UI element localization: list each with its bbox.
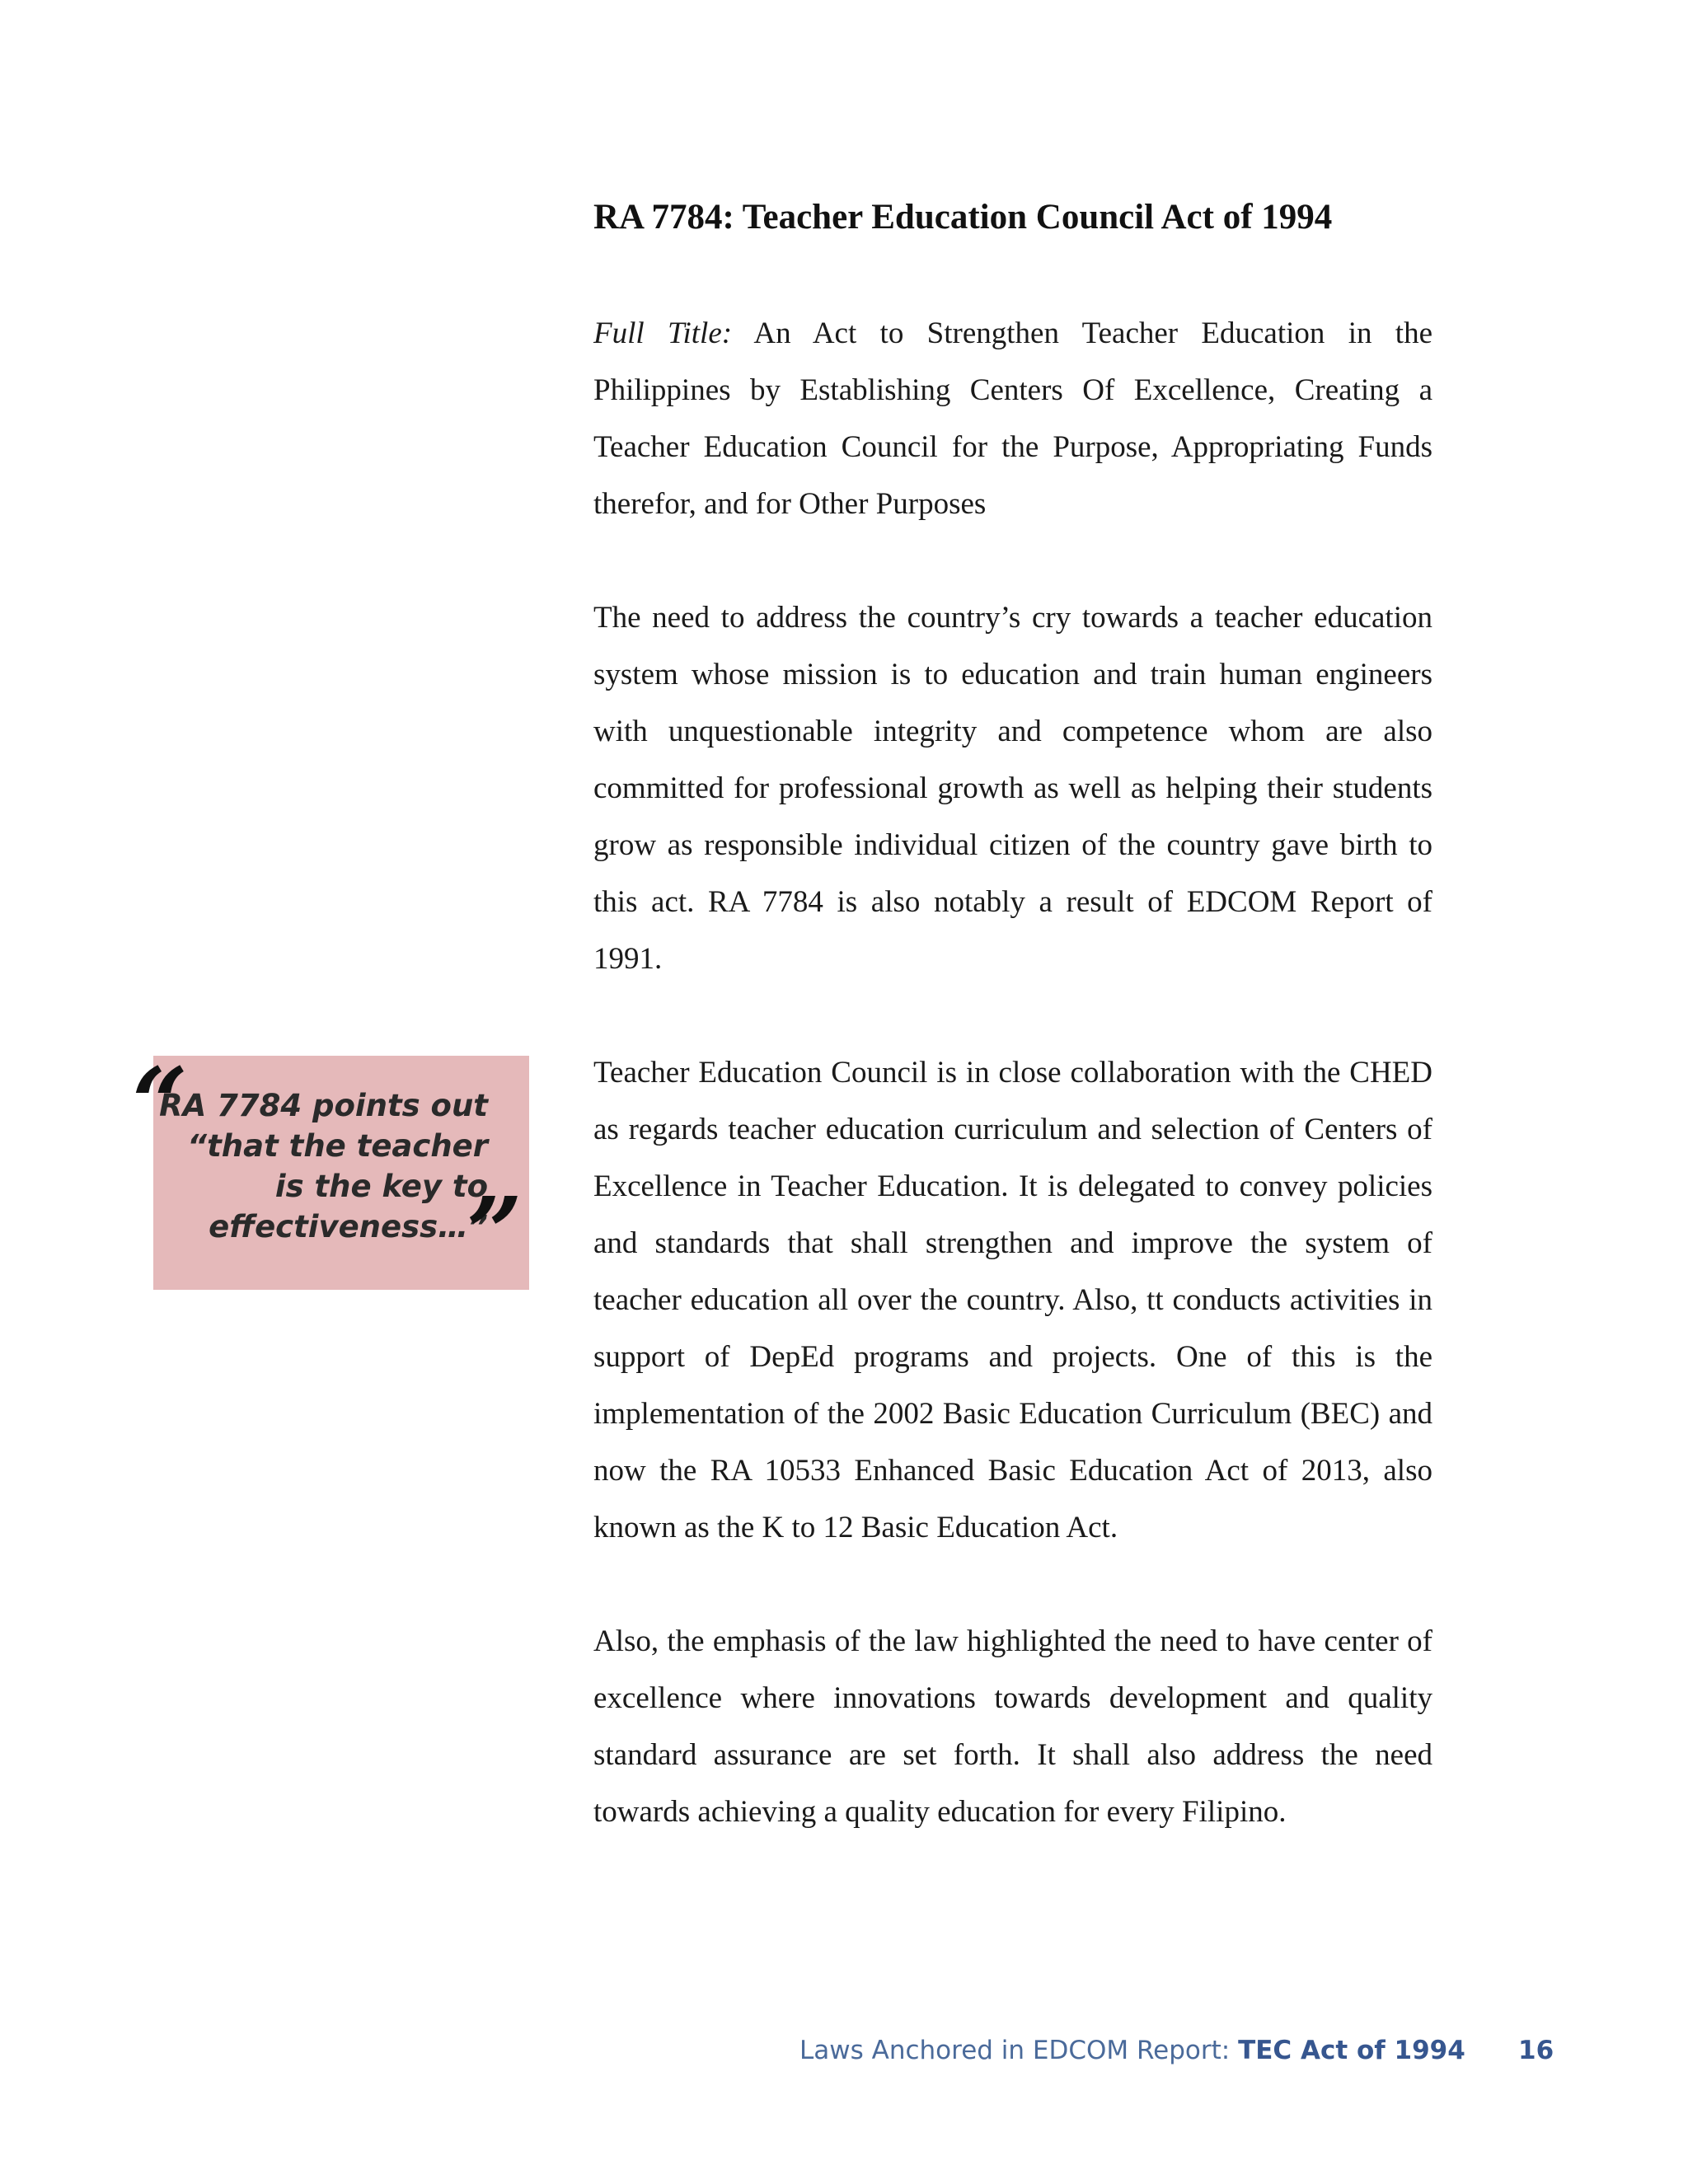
full-title-label: Full Title: <box>593 316 733 350</box>
pullquote-line-3: is the key to <box>274 1169 488 1204</box>
body-paragraph-1: The need to address the country’s cry towards a teacher education system whose mission is to education and train human engineers with unquestionable integrity and competence whom are also committed for professional growth as well as helping their students grow as responsible individual citizen of the country gave birth to this act. RA 7784 is also notably a result of EDCOM Report of 1991. <box>593 601 1432 976</box>
close-quote-icon: ” <box>467 1175 523 1290</box>
pullquote-text <box>142 1085 488 1247</box>
footer-prefix: Laws Anchored in EDCOM Report: <box>799 2036 1239 2065</box>
page-number: 16 <box>1518 2036 1554 2065</box>
full-title-paragraph <box>593 305 1432 532</box>
body-paragraph-2: Teacher Education Council is in close collaboration with the CHED as regards teacher education curriculum and selection of Centers of Excellence in Teacher Education. It is delegated to convey policies and standards that shall strengthen and improve the system of teacher education all over the country. Also, tt conducts activities in support of DepEd programs and projects. One of this is the implementation of the 2002 Basic Education Curriculum (BEC) and now the RA 10533 Enhanced Basic Education Act of 2013, also known as the K to 12 Basic Education Act. <box>593 1056 1432 1544</box>
pullquote-line-2: “that the teacher <box>187 1128 488 1164</box>
open-quote-icon: “ <box>132 1046 188 1160</box>
main-content <box>593 194 1432 1840</box>
pullquote-line-4: effectiveness…” <box>209 1209 488 1244</box>
body-paragraph-3: Also, the emphasis of the law highlighted the need to have center of excellence where innovations towards development and quality standard assurance are set forth. It shall also address the need towards achieving a quality education for every Filipino. <box>593 1624 1432 1829</box>
page-title: RA 7784: Teacher Education Council Act of 1994 <box>593 198 1333 237</box>
full-title-text: An Act to Strengthen Teacher Education in the Philippines by Establishing Centers Of Excellence, Creating a Teacher Education Council for the Purpose, Appropriating Funds therefor, and for Other Purposes <box>593 316 1433 521</box>
page-footer <box>799 2034 1465 2067</box>
pullquote-line-1: RA 7784 points out <box>159 1088 488 1123</box>
footer-section-title: TEC Act of 1994 <box>1238 2036 1465 2065</box>
